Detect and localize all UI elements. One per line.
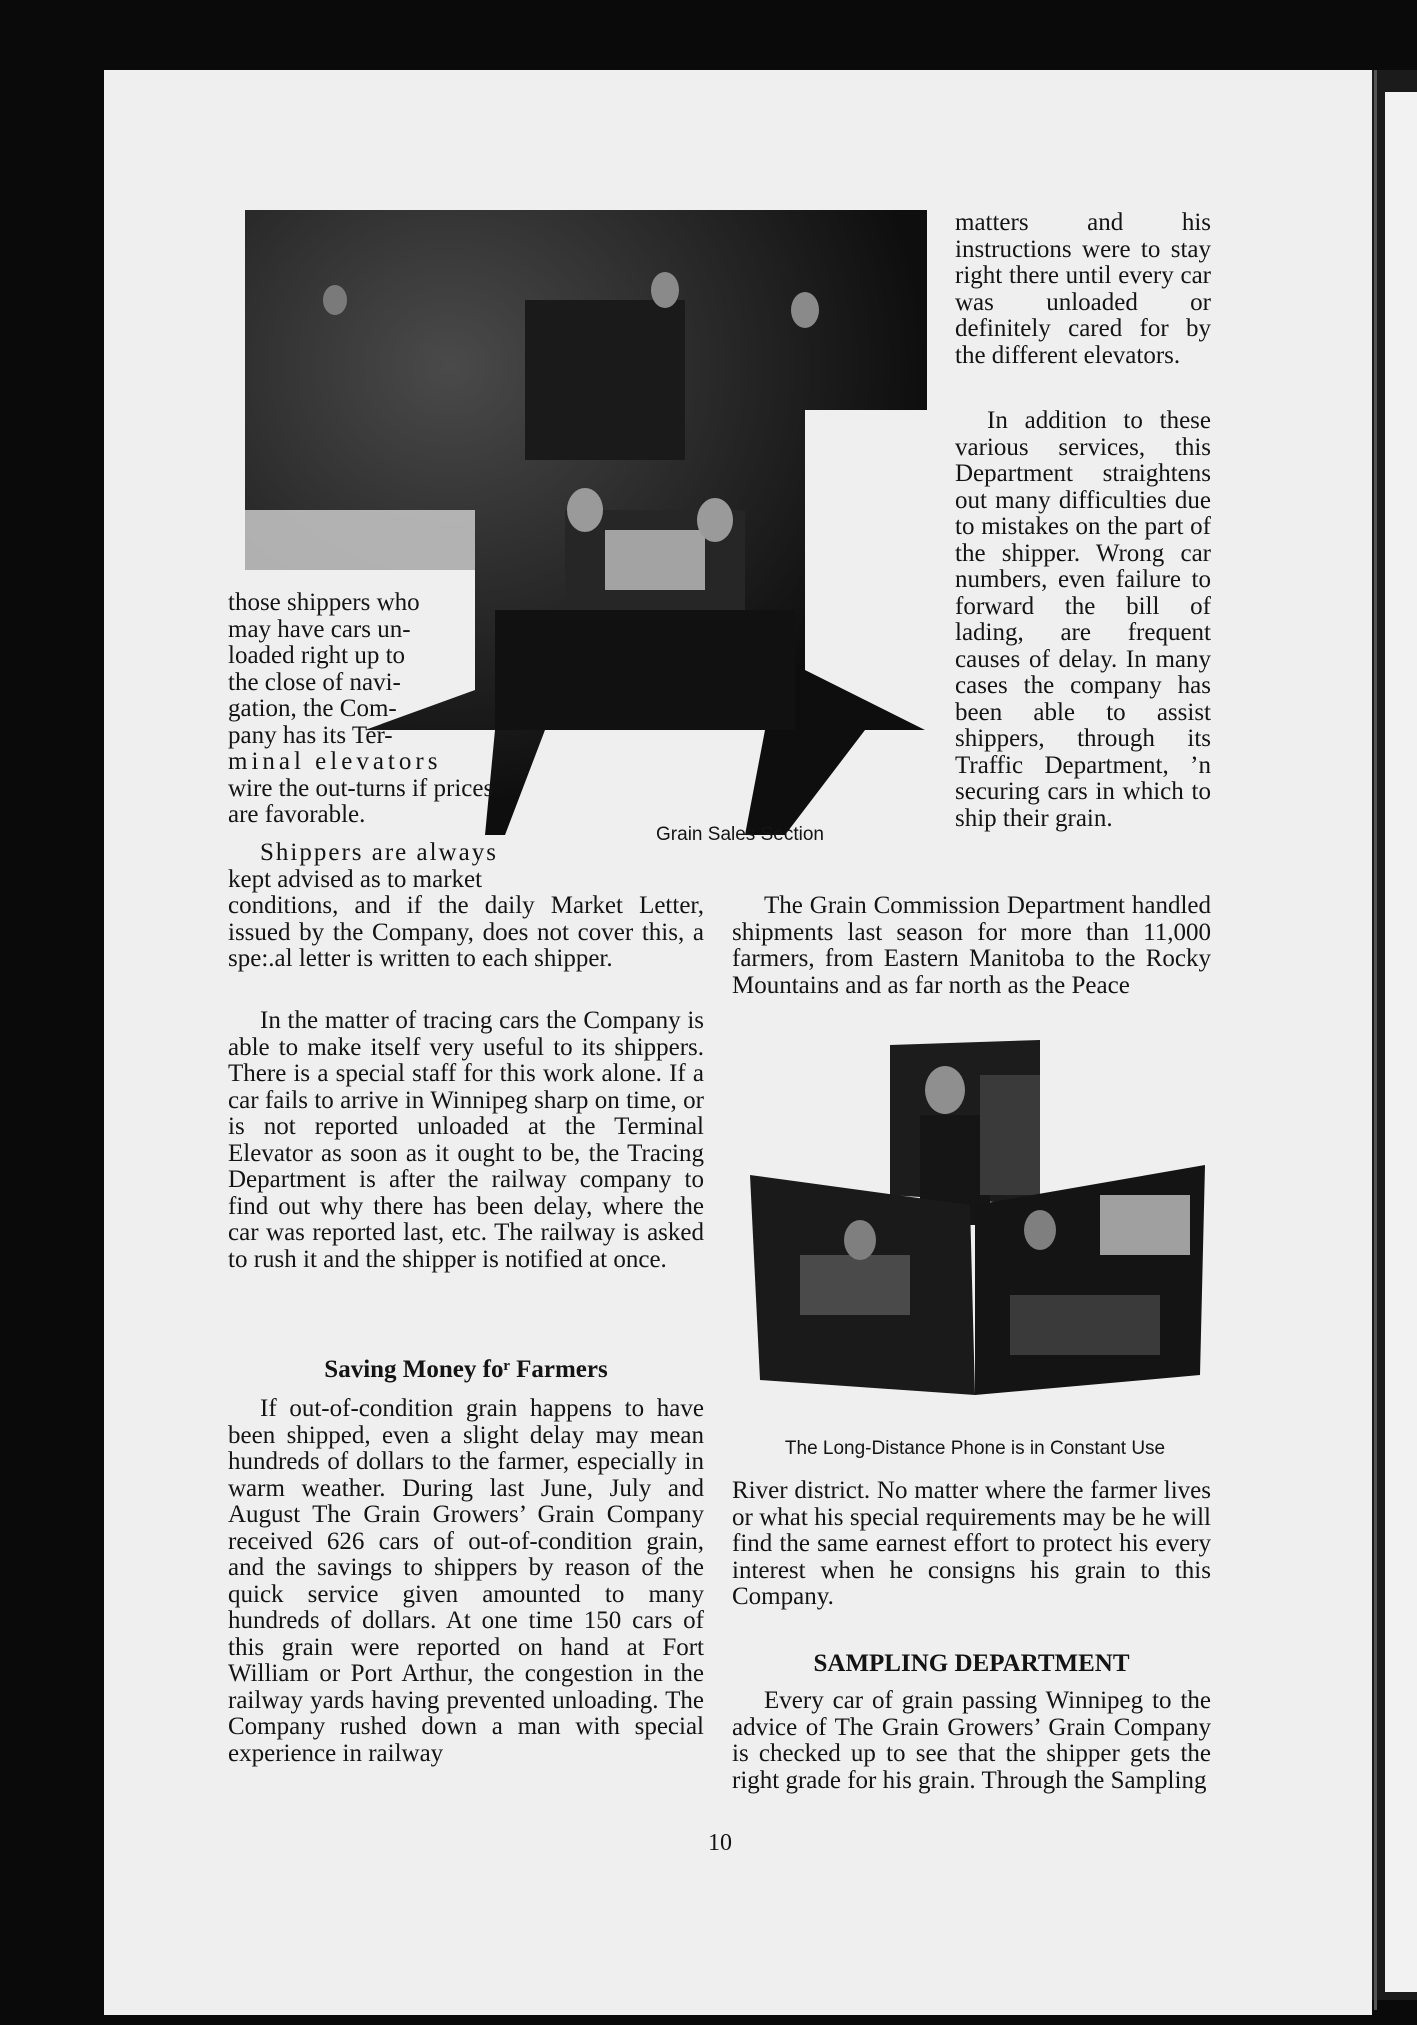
wrap-line-9: are favorable. <box>228 801 366 828</box>
shippers-wrap-line-1: Shippers are always <box>260 839 498 866</box>
shippers-intro-paragraph <box>228 590 558 829</box>
commission-paragraph: The Grain Commission Department handled shipments last season for more than 11,000 farmers, from Eastern Manitoba to the Rocky Mountains and as far north as the Peace <box>732 892 1211 999</box>
phone-caption: The Long-Distance Phone is in Constant Use <box>784 1438 1166 1459</box>
binding-line <box>1374 70 1377 2010</box>
wrap-line-8: wire the out-turns if prices <box>228 774 494 802</box>
wrap-line-2: may have cars un- <box>228 615 411 643</box>
wrap-line-3: loaded right up to <box>228 642 406 669</box>
wrap-line-4: the close of navi- <box>228 668 401 696</box>
matters-paragraph: matters and his instructions were to stay right there until every car was unloaded or definitely cared for by the different elevators. <box>955 209 1211 369</box>
addition-paragraph: In addition to these various services, this Department straightens out many difficulties due to mistakes on the part of the shipper. Wrong car numbers, even failure to forward the bill of lading, are frequent causes of delay. In many cases the company has been able to assist shippers, through its Traffic Department, ’n securing cars in which to ship their grain. <box>955 407 1211 832</box>
wrap-line-6: pany has its Ter- <box>228 721 393 749</box>
sampling-department-heading: SAMPLING DEPARTMENT <box>813 1650 1130 1677</box>
page-number: 10 <box>708 1830 732 1856</box>
saving-money-heading: Saving Money foʳ Farmers <box>324 1356 608 1383</box>
shippers-advised-paragraph: conditions, and if the daily Market Letter, issued by the Company, does not cover this, a spe:.al letter is written to each shipper. <box>228 892 704 972</box>
saving-money-paragraph: If out-of-condition grain happens to have been shipped, even a slight delay may mean hundreds of dollars to the farmer, especially in warm weather. During last June, July and August The Grain Growers’ Grain Company received 626 cars of out-of-condition grain, and the savings to shippers by reason of the quick service given amounted to many hundreds of dollars. At one time 150 cars of this grain were reported on hand at Fort William or Port Arthur, the congestion in the railway yards having prevented unloading. The Company rushed down a man with special experience in railway <box>228 1395 704 1767</box>
shippers-advised-lines <box>228 840 568 893</box>
wrap-line-5: gation, the Com- <box>228 695 397 722</box>
river-district-paragraph: River district. No matter where the farmer lives or what his special requirements may be he will find the same earnest effort to protect his every interest when he consigns his grain to this Company. <box>732 1477 1211 1610</box>
wrap-line-1: those shippers who <box>228 589 420 616</box>
facing-page-sliver <box>1385 92 1417 1992</box>
shippers-wrap-line-2: kept advised as to market <box>228 865 483 893</box>
wrap-line-7: minal elevators <box>228 748 442 775</box>
sampling-paragraph: Every car of grain passing Winnipeg to the advice of The Grain Growers’ Grain Company is checked up to see that the shipper gets the right grade for his grain. Through the Sampling <box>732 1687 1211 1794</box>
tracing-paragraph: In the matter of tracing cars the Company is able to make itself very useful to its shippers. There is a special staff for this work alone. If a car fails to arrive in Winnipeg sharp on time, or is not reported unloaded at the Terminal Elevator as soon as it ought to be, the Tracing Department is after the railway company to find out why there has been delay, where the car was reported last, etc. The railway is asked to rush it and the shipper is notified at once. <box>228 1007 704 1273</box>
long-distance-phone-photo <box>740 1035 1210 1400</box>
grain-sales-caption: Grain Sales Section <box>656 824 824 845</box>
